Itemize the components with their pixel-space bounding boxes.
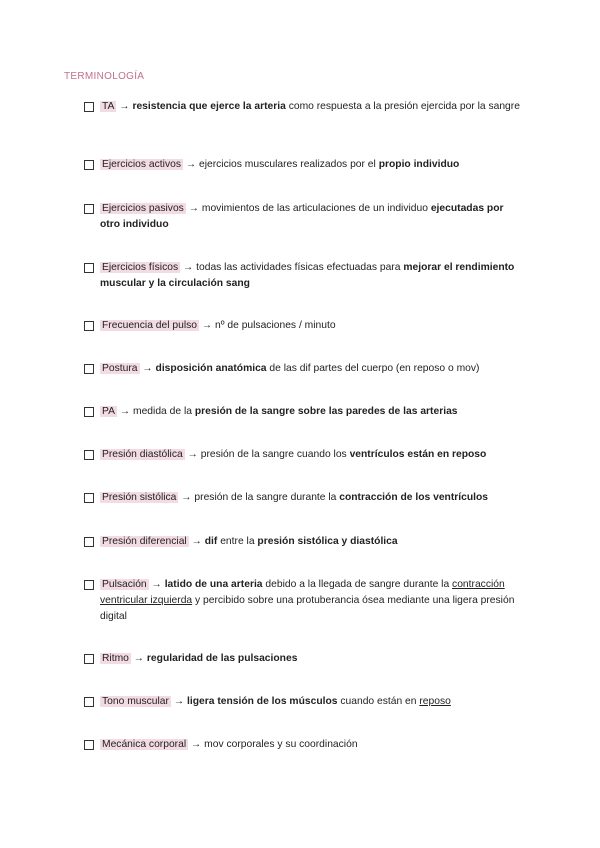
definition-text: de las dif partes del cuerpo (en reposo o mov) (266, 363, 480, 374)
checkbox[interactable] (84, 740, 94, 750)
underlined-text: contracción ventricular izquierda (100, 579, 505, 606)
definition-text: → nº de pulsaciones / minuto (199, 320, 336, 331)
item-text (100, 318, 524, 334)
checkbox[interactable] (84, 364, 94, 374)
checkbox[interactable] (84, 580, 94, 590)
bold-definition-text: regularidad de las pulsaciones (146, 653, 298, 664)
checklist-item (84, 577, 524, 625)
definition-text: → ejercicios musculares realizados por el (182, 159, 379, 170)
definition-text: → (148, 579, 165, 590)
definition-text: → (116, 101, 133, 112)
definition-text: entre la (217, 536, 258, 547)
definition-text: → (188, 536, 205, 547)
term-highlight: Ejercicios activos (102, 159, 181, 170)
checkbox[interactable] (84, 450, 94, 460)
term-highlight: Presión diferencial (102, 536, 187, 547)
checkbox[interactable] (84, 407, 94, 417)
bold-definition-text: resistencia que ejerce la arteria (132, 101, 286, 112)
definition-text: → presión de la sangre durante la (178, 492, 340, 503)
definition-text: → presión de la sangre cuando los (184, 449, 350, 460)
checkbox[interactable] (84, 160, 94, 170)
item-text (100, 99, 524, 115)
term-highlight: Postura (102, 363, 138, 374)
definition-text: → (139, 363, 156, 374)
item-text (100, 157, 524, 173)
bold-definition-text: disposición anatómica (155, 363, 267, 374)
item-text (100, 490, 524, 506)
bold-definition-text: ejecutadas por otro individuo (100, 203, 504, 230)
bold-definition-text: latido de una arteria (164, 579, 263, 590)
checklist-item (84, 651, 524, 667)
checklist-item (84, 694, 524, 710)
item-text (100, 694, 524, 710)
item-text (100, 737, 524, 753)
term-highlight: Tono muscular (102, 696, 169, 707)
item-text (100, 201, 524, 233)
checklist-item (84, 737, 524, 753)
item-text (100, 361, 524, 377)
term-highlight: Presión diastólica (102, 449, 183, 460)
item-text (100, 404, 524, 420)
definition-text: → (170, 696, 187, 707)
checklist-item (84, 201, 524, 233)
bold-definition-text: dif (204, 536, 218, 547)
definition-text: → todas las actividades físicas efectuadas para (180, 262, 404, 273)
term-highlight: Ejercicios pasivos (102, 203, 184, 214)
underlined-text: reposo (419, 696, 451, 707)
checklist-item (84, 490, 524, 506)
definition-text: debido a la llegada de sangre durante la (262, 579, 453, 590)
checklist-item (84, 447, 524, 463)
checkbox[interactable] (84, 654, 94, 664)
item-text (100, 651, 524, 667)
checklist-item (84, 318, 524, 334)
term-highlight: Ritmo (102, 653, 129, 664)
definition-text: → movimientos de las articulaciones de un individuo (185, 203, 431, 214)
item-text (100, 447, 524, 463)
term-highlight: TA (102, 101, 115, 112)
term-highlight: Pulsación (102, 579, 147, 590)
definition-text: → mov corporales y su coordinación (188, 739, 358, 750)
definition-text: → (130, 653, 147, 664)
checkbox[interactable] (84, 102, 94, 112)
term-highlight: Frecuencia del pulso (102, 320, 198, 331)
checkbox[interactable] (84, 493, 94, 503)
definition-text: como respuesta a la presión ejercida por la sangre (285, 101, 520, 112)
bold-definition-text: mejorar el rendimiento muscular y la circulación sang (100, 262, 515, 289)
definition-text: → medida de la (116, 406, 195, 417)
checklist-item (84, 157, 524, 173)
bold-definition-text: ligera tensión de los músculos (187, 696, 338, 707)
bold-definition-text: ventrículos están en reposo (349, 449, 487, 460)
item-text (100, 534, 524, 550)
term-highlight: Mecánica corporal (102, 739, 187, 750)
section-heading: TERMINOLOGÍA (64, 71, 145, 82)
checklist-item (84, 404, 524, 420)
item-text (100, 577, 524, 625)
checkbox[interactable] (84, 537, 94, 547)
definition-text: y percibido sobre una protuberancia ósea mediante una ligera presión digital (100, 595, 515, 622)
checkbox[interactable] (84, 697, 94, 707)
checklist-item (84, 260, 524, 292)
bold-definition-text: contracción de los ventrículos (339, 492, 489, 503)
term-highlight: Ejercicios físicos (102, 262, 179, 273)
item-text (100, 260, 524, 292)
bold-definition-text: propio individuo (378, 159, 460, 170)
checkbox[interactable] (84, 263, 94, 273)
bold-definition-text: presión sistólica y diastólica (257, 536, 398, 547)
checkbox[interactable] (84, 321, 94, 331)
term-highlight: Presión sistólica (102, 492, 177, 503)
checklist-item (84, 99, 524, 115)
checklist-item (84, 534, 524, 550)
definition-text: cuando están en (337, 696, 420, 707)
checklist-item (84, 361, 524, 377)
bold-definition-text: presión de la sangre sobre las paredes de las arterias (194, 406, 458, 417)
checkbox[interactable] (84, 204, 94, 214)
term-highlight: PA (102, 406, 115, 417)
